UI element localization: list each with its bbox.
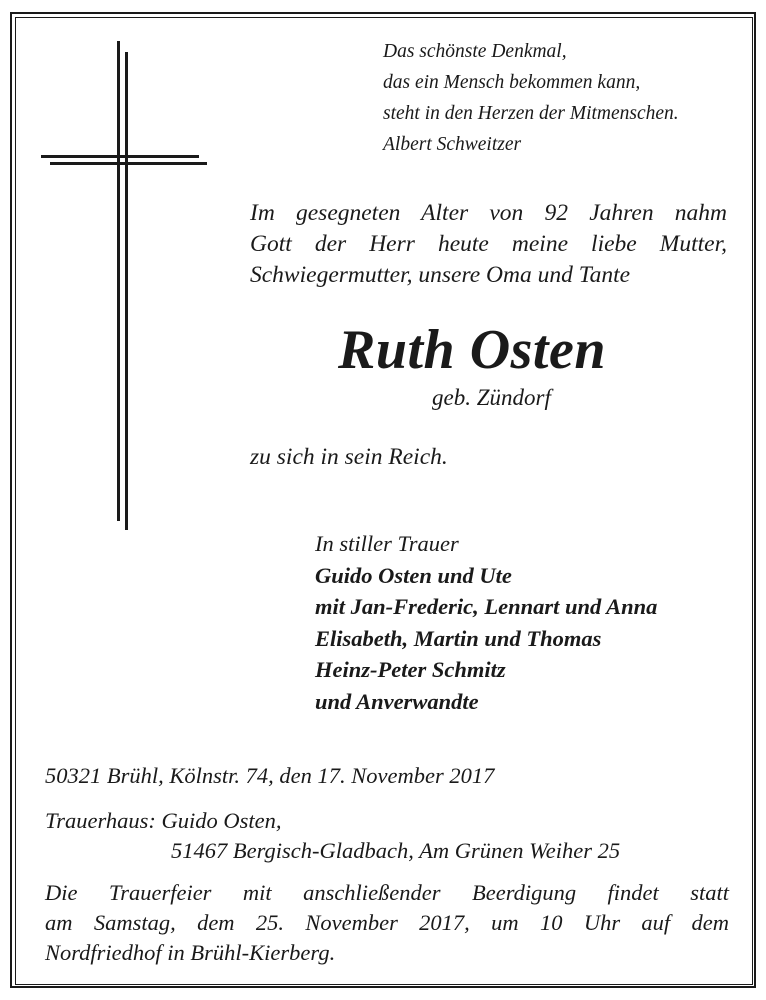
- funeral-line: am Samstag, dem 25. November 2017, um 10 Uhr auf dem: [45, 910, 729, 935]
- funeral-line: Nordfriedhof in Brühl-Kierberg.: [45, 940, 336, 965]
- trauerhaus-address: [45, 806, 620, 866]
- mourners-intro: In stiller Trauer: [315, 531, 459, 556]
- quote-author: Albert Schweitzer: [383, 134, 522, 155]
- trauerhaus-line: 51467 Bergisch-Gladbach, Am Grünen Weiher 25: [171, 838, 621, 863]
- intro-line: Schwiegermutter, unsere Oma und Tante: [250, 262, 631, 288]
- mourner-line: Elisabeth, Martin und Thomas: [315, 625, 602, 651]
- deceased-name: Ruth Osten: [338, 319, 606, 381]
- mourner-line: Heinz-Peter Schmitz: [315, 657, 506, 682]
- funeral-details: [45, 878, 729, 968]
- funeral-line: Die Trauerfeier mit anschließender Beerdigung findet statt: [45, 880, 729, 905]
- memorial-quote: [383, 36, 679, 160]
- mourners-block: [315, 528, 657, 717]
- trauerhaus-line: Trauerhaus: Guido Osten,: [45, 808, 282, 833]
- quote-line: steht in den Herzen der Mitmenschen.: [383, 103, 679, 124]
- mourner-line: und Anverwandte: [315, 688, 479, 714]
- closing-phrase: zu sich in sein Reich.: [250, 444, 448, 470]
- intro-line: Im gesegneten Alter von 92 Jahren nahm: [250, 200, 727, 226]
- place-date: 50321 Brühl, Kölnstr. 74, den 17. November 2017: [45, 763, 495, 788]
- mourner-line: mit Jan-Frederic, Lennart und Anna: [315, 594, 658, 619]
- announcement-intro: [250, 198, 727, 291]
- quote-line: Das schönste Denkmal,: [383, 41, 567, 62]
- mourner-line: Guido Osten und Ute: [315, 562, 512, 588]
- intro-line: Gott der Herr heute meine liebe Mutter,: [250, 231, 727, 257]
- birth-name: geb. Zündorf: [432, 385, 551, 410]
- quote-line: das ein Mensch bekommen kann,: [383, 72, 641, 93]
